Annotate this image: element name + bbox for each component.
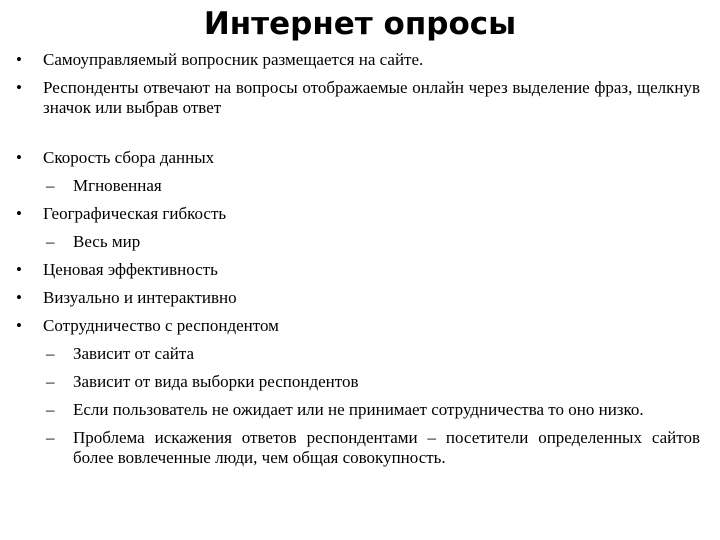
sub-bullet-text: Зависит от сайта <box>73 344 195 363</box>
bullet-dot-icon: • <box>16 78 22 97</box>
bullet-item <box>0 148 720 168</box>
sub-bullet-text: Если пользователь не ожидает или не принимает сотрудничества то оно низко. <box>73 400 644 419</box>
dash-icon: – <box>46 372 55 391</box>
bullet-text: Респонденты отвечают на вопросы отображаемые онлайн через выделение фраз, щелкнув значок или выбрав ответ <box>43 78 700 117</box>
bullet-text: Ценовая эффективность <box>43 260 218 279</box>
bullet-item <box>0 260 720 280</box>
dash-icon: – <box>46 344 55 363</box>
sub-bullet-text: Проблема искажения ответов респондентами – посетители определенных сайтов более вовлеченные люди, чем общая совокупность. <box>73 428 700 467</box>
dash-icon: – <box>46 176 55 195</box>
dash-icon: – <box>46 232 55 251</box>
sub-bullet-text: Мгновенная <box>73 176 162 195</box>
sub-bullet-item <box>0 232 720 252</box>
sub-bullet-item <box>0 400 720 420</box>
bullet-text: Географическая гибкость <box>43 204 227 223</box>
bullet-text: Визуально и интерактивно <box>43 288 237 307</box>
bullet-item <box>0 288 720 308</box>
bullet-dot-icon: • <box>16 288 22 307</box>
bullet-item <box>0 204 720 224</box>
dash-icon: – <box>46 400 55 419</box>
bullet-dot-icon: • <box>16 260 22 279</box>
bullet-item <box>0 316 720 336</box>
slide-content <box>0 50 720 476</box>
sub-bullet-text: Зависит от вида выборки респондентов <box>73 372 359 391</box>
bullet-dot-icon: • <box>16 50 22 69</box>
sub-bullet-item <box>0 372 720 392</box>
slide-title: Интернет опросы <box>203 6 517 42</box>
sub-bullet-text: Весь мир <box>73 232 141 251</box>
bullet-text: Скорость сбора данных <box>43 148 215 167</box>
bullet-dot-icon: • <box>16 204 22 223</box>
bullet-dot-icon: • <box>16 316 22 335</box>
bullet-item <box>0 78 720 118</box>
bullet-dot-icon: • <box>16 148 22 167</box>
bullet-text: Самоуправляемый вопросник размещается на сайте. <box>43 50 424 69</box>
dash-icon: – <box>46 428 55 447</box>
sub-bullet-item <box>0 428 720 468</box>
sub-bullet-item <box>0 344 720 364</box>
bullet-text: Сотрудничество с респондентом <box>43 316 279 335</box>
sub-bullet-item <box>0 176 720 196</box>
bullet-item <box>0 50 720 70</box>
